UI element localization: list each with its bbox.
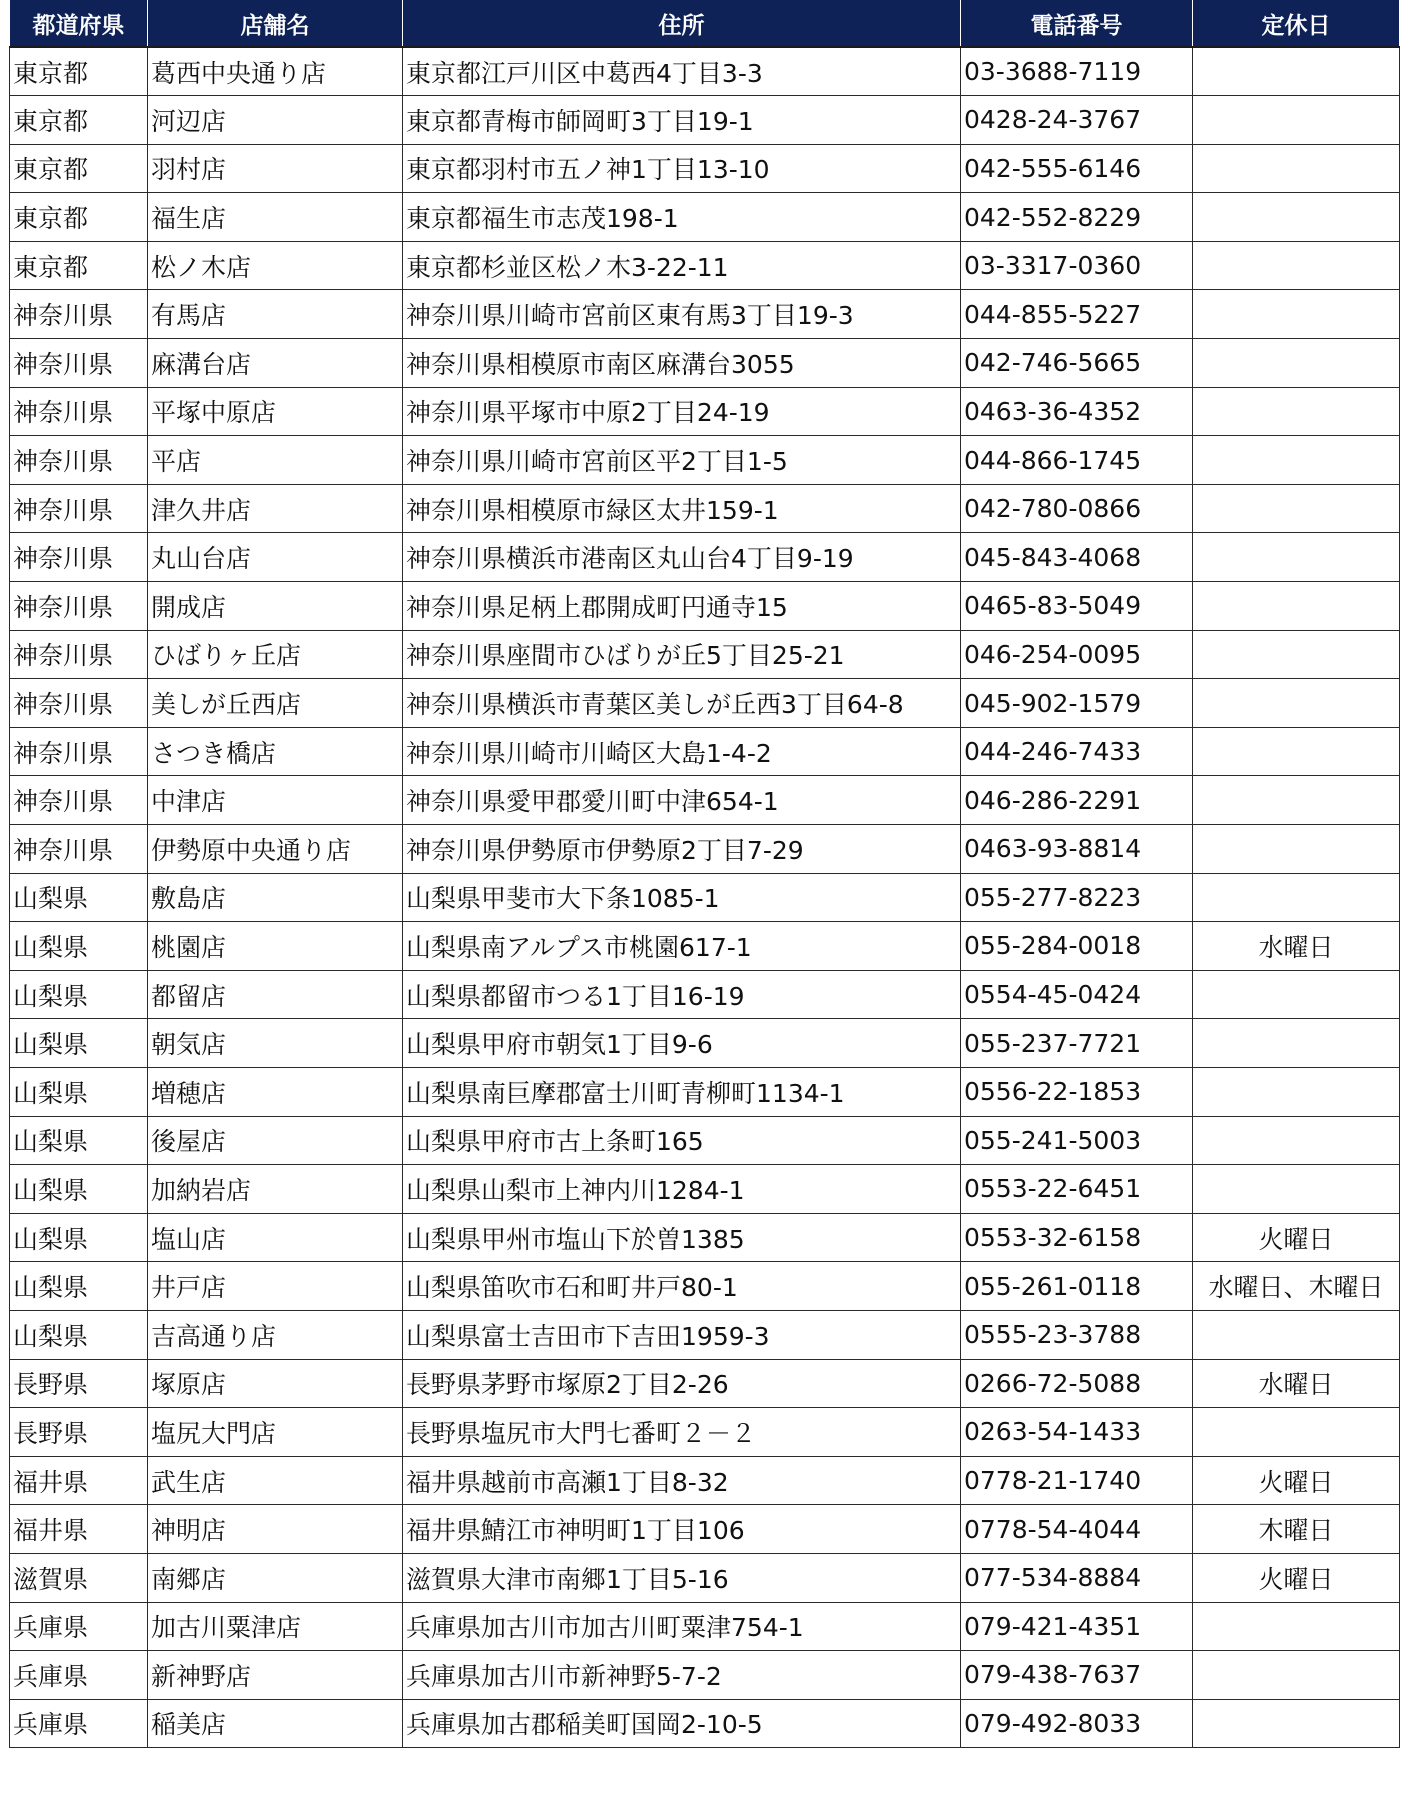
- cell-address: 長野県茅野市塚原2丁目2-26: [403, 1359, 961, 1408]
- cell-holiday: [1193, 1116, 1400, 1165]
- table-row: [10, 1165, 1400, 1214]
- cell-prefecture: 神奈川県: [10, 630, 148, 679]
- cell-phone: 0778-21-1740: [961, 1456, 1193, 1505]
- cell-holiday: [1193, 679, 1400, 728]
- cell-prefecture: 山梨県: [10, 1262, 148, 1311]
- cell-prefecture: 神奈川県: [10, 290, 148, 339]
- cell-store-name: 吉高通り店: [148, 1310, 403, 1359]
- cell-store-name: 麻溝台店: [148, 339, 403, 388]
- cell-holiday: [1193, 533, 1400, 582]
- cell-store-name: 葛西中央通り店: [148, 47, 403, 96]
- table-row: [10, 776, 1400, 825]
- cell-phone: 055-284-0018: [961, 922, 1193, 971]
- table-row: [10, 1359, 1400, 1408]
- cell-store-name: 井戸店: [148, 1262, 403, 1311]
- cell-store-name: 平店: [148, 436, 403, 485]
- cell-address: 山梨県甲斐市大下条1085-1: [403, 873, 961, 922]
- cell-store-name: 加納岩店: [148, 1165, 403, 1214]
- cell-store-name: 河辺店: [148, 96, 403, 145]
- cell-store-name: 朝気店: [148, 1019, 403, 1068]
- cell-phone: 077-534-8884: [961, 1553, 1193, 1602]
- cell-holiday: [1193, 727, 1400, 776]
- table-row: [10, 1310, 1400, 1359]
- cell-address: 神奈川県愛甲郡愛川町中津654-1: [403, 776, 961, 825]
- table-row: [10, 873, 1400, 922]
- cell-store-name: 開成店: [148, 582, 403, 631]
- cell-address: 神奈川県相模原市緑区太井159-1: [403, 484, 961, 533]
- cell-store-name: 新神野店: [148, 1651, 403, 1700]
- cell-phone: 0556-22-1853: [961, 1067, 1193, 1116]
- cell-holiday: [1193, 582, 1400, 631]
- store-list-table: [9, 0, 1400, 1748]
- cell-phone: 044-866-1745: [961, 436, 1193, 485]
- table-row: [10, 727, 1400, 776]
- cell-store-name: 桃園店: [148, 922, 403, 971]
- cell-address: 東京都杉並区松ノ木3-22-11: [403, 241, 961, 290]
- cell-prefecture: 山梨県: [10, 1019, 148, 1068]
- cell-address: 兵庫県加古川市加古川町粟津754-1: [403, 1602, 961, 1651]
- cell-phone: 042-780-0866: [961, 484, 1193, 533]
- cell-holiday: [1193, 1651, 1400, 1700]
- cell-holiday: [1193, 1602, 1400, 1651]
- cell-phone: 044-246-7433: [961, 727, 1193, 776]
- cell-address: 東京都江戸川区中葛西4丁目3-3: [403, 47, 961, 96]
- cell-address: 神奈川県川崎市宮前区東有馬3丁目19-3: [403, 290, 961, 339]
- cell-store-name: 伊勢原中央通り店: [148, 825, 403, 874]
- cell-holiday: [1193, 193, 1400, 242]
- cell-address: 東京都羽村市五ノ神1丁目13-10: [403, 144, 961, 193]
- header-holiday: 定休日: [1193, 0, 1400, 47]
- cell-prefecture: 神奈川県: [10, 727, 148, 776]
- table-body: [10, 47, 1400, 1748]
- cell-holiday: [1193, 290, 1400, 339]
- table-row: [10, 1553, 1400, 1602]
- table-row: [10, 679, 1400, 728]
- cell-prefecture: 東京都: [10, 47, 148, 96]
- cell-phone: 0778-54-4044: [961, 1505, 1193, 1554]
- cell-address: 神奈川県相模原市南区麻溝台3055: [403, 339, 961, 388]
- cell-address: 神奈川県伊勢原市伊勢原2丁目7-29: [403, 825, 961, 874]
- cell-address: 山梨県南巨摩郡富士川町青柳町1134-1: [403, 1067, 961, 1116]
- cell-holiday: 水曜日、木曜日: [1193, 1262, 1400, 1311]
- cell-store-name: 塩山店: [148, 1213, 403, 1262]
- cell-prefecture: 山梨県: [10, 970, 148, 1019]
- cell-store-name: 丸山台店: [148, 533, 403, 582]
- cell-phone: 055-277-8223: [961, 873, 1193, 922]
- cell-prefecture: 滋賀県: [10, 1553, 148, 1602]
- table-row: [10, 339, 1400, 388]
- cell-holiday: 木曜日: [1193, 1505, 1400, 1554]
- header-row: [10, 0, 1400, 47]
- cell-holiday: [1193, 241, 1400, 290]
- table-row: [10, 1456, 1400, 1505]
- cell-address: 山梨県甲州市塩山下於曽1385: [403, 1213, 961, 1262]
- cell-holiday: [1193, 630, 1400, 679]
- cell-prefecture: 神奈川県: [10, 776, 148, 825]
- cell-prefecture: 兵庫県: [10, 1699, 148, 1748]
- cell-address: 神奈川県座間市ひばりが丘5丁目25-21: [403, 630, 961, 679]
- cell-address: 東京都福生市志茂198-1: [403, 193, 961, 242]
- cell-holiday: [1193, 1067, 1400, 1116]
- cell-holiday: [1193, 776, 1400, 825]
- cell-prefecture: 神奈川県: [10, 679, 148, 728]
- cell-store-name: 都留店: [148, 970, 403, 1019]
- cell-address: 山梨県甲府市古上条町165: [403, 1116, 961, 1165]
- cell-address: 山梨県都留市つる1丁目16-19: [403, 970, 961, 1019]
- cell-prefecture: 神奈川県: [10, 436, 148, 485]
- table-row: [10, 922, 1400, 971]
- table-row: [10, 96, 1400, 145]
- cell-holiday: 火曜日: [1193, 1456, 1400, 1505]
- cell-prefecture: 山梨県: [10, 1213, 148, 1262]
- header-prefecture: 都道府県: [10, 0, 148, 47]
- cell-prefecture: 神奈川県: [10, 387, 148, 436]
- cell-holiday: [1193, 873, 1400, 922]
- cell-phone: 046-286-2291: [961, 776, 1193, 825]
- table-row: [10, 1651, 1400, 1700]
- cell-store-name: 塚原店: [148, 1359, 403, 1408]
- cell-prefecture: 長野県: [10, 1359, 148, 1408]
- cell-store-name: 塩尻大門店: [148, 1408, 403, 1457]
- cell-holiday: [1193, 1165, 1400, 1214]
- cell-phone: 079-438-7637: [961, 1651, 1193, 1700]
- cell-store-name: 南郷店: [148, 1553, 403, 1602]
- table-row: [10, 970, 1400, 1019]
- cell-phone: 079-492-8033: [961, 1699, 1193, 1748]
- cell-phone: 055-237-7721: [961, 1019, 1193, 1068]
- cell-prefecture: 福井県: [10, 1505, 148, 1554]
- cell-prefecture: 東京都: [10, 241, 148, 290]
- cell-phone: 0554-45-0424: [961, 970, 1193, 1019]
- cell-phone: 045-843-4068: [961, 533, 1193, 582]
- table-row: [10, 582, 1400, 631]
- cell-store-name: 美しが丘西店: [148, 679, 403, 728]
- cell-store-name: 武生店: [148, 1456, 403, 1505]
- table-row: [10, 144, 1400, 193]
- cell-store-name: 増穂店: [148, 1067, 403, 1116]
- cell-prefecture: 神奈川県: [10, 825, 148, 874]
- table-row: [10, 484, 1400, 533]
- cell-holiday: [1193, 47, 1400, 96]
- cell-prefecture: 東京都: [10, 144, 148, 193]
- cell-holiday: 水曜日: [1193, 1359, 1400, 1408]
- cell-prefecture: 神奈川県: [10, 339, 148, 388]
- cell-phone: 079-421-4351: [961, 1602, 1193, 1651]
- cell-phone: 0263-54-1433: [961, 1408, 1193, 1457]
- cell-phone: 042-746-5665: [961, 339, 1193, 388]
- cell-holiday: [1193, 339, 1400, 388]
- cell-prefecture: 福井県: [10, 1456, 148, 1505]
- table-row: [10, 1505, 1400, 1554]
- cell-prefecture: 兵庫県: [10, 1602, 148, 1651]
- cell-address: 福井県鯖江市神明町1丁目106: [403, 1505, 961, 1554]
- cell-phone: 046-254-0095: [961, 630, 1193, 679]
- table-row: [10, 290, 1400, 339]
- cell-holiday: [1193, 1408, 1400, 1457]
- cell-phone: 03-3688-7119: [961, 47, 1193, 96]
- cell-holiday: 火曜日: [1193, 1213, 1400, 1262]
- cell-phone: 045-902-1579: [961, 679, 1193, 728]
- cell-prefecture: 山梨県: [10, 1165, 148, 1214]
- cell-address: 神奈川県足柄上郡開成町円通寺15: [403, 582, 961, 631]
- cell-phone: 055-261-0118: [961, 1262, 1193, 1311]
- cell-store-name: 平塚中原店: [148, 387, 403, 436]
- cell-prefecture: 兵庫県: [10, 1651, 148, 1700]
- cell-store-name: 松ノ木店: [148, 241, 403, 290]
- cell-address: 神奈川県川崎市川崎区大島1-4-2: [403, 727, 961, 776]
- table-row: [10, 193, 1400, 242]
- cell-store-name: 後屋店: [148, 1116, 403, 1165]
- cell-holiday: 火曜日: [1193, 1553, 1400, 1602]
- table-row: [10, 47, 1400, 96]
- table-row: [10, 1262, 1400, 1311]
- cell-store-name: 中津店: [148, 776, 403, 825]
- table-row: [10, 1699, 1400, 1748]
- cell-prefecture: 神奈川県: [10, 533, 148, 582]
- cell-phone: 0465-83-5049: [961, 582, 1193, 631]
- table-row: [10, 387, 1400, 436]
- cell-address: 福井県越前市高瀬1丁目8-32: [403, 1456, 961, 1505]
- cell-phone: 0266-72-5088: [961, 1359, 1193, 1408]
- cell-phone: 0428-24-3767: [961, 96, 1193, 145]
- cell-holiday: [1193, 484, 1400, 533]
- table-row: [10, 1602, 1400, 1651]
- cell-phone: 0555-23-3788: [961, 1310, 1193, 1359]
- cell-address: 神奈川県横浜市港南区丸山台4丁目9-19: [403, 533, 961, 582]
- cell-phone: 0463-36-4352: [961, 387, 1193, 436]
- cell-store-name: 加古川粟津店: [148, 1602, 403, 1651]
- cell-phone: 044-855-5227: [961, 290, 1193, 339]
- cell-holiday: [1193, 436, 1400, 485]
- header-phone: 電話番号: [961, 0, 1193, 47]
- cell-prefecture: 神奈川県: [10, 582, 148, 631]
- cell-prefecture: 山梨県: [10, 922, 148, 971]
- table-row: [10, 241, 1400, 290]
- cell-holiday: [1193, 970, 1400, 1019]
- cell-address: 山梨県甲府市朝気1丁目9-6: [403, 1019, 961, 1068]
- cell-phone: 042-552-8229: [961, 193, 1193, 242]
- cell-address: 山梨県山梨市上神内川1284-1: [403, 1165, 961, 1214]
- cell-store-name: 福生店: [148, 193, 403, 242]
- cell-prefecture: 山梨県: [10, 1310, 148, 1359]
- table-row: [10, 1116, 1400, 1165]
- cell-holiday: [1193, 1019, 1400, 1068]
- cell-address: 東京都青梅市師岡町3丁目19-1: [403, 96, 961, 145]
- cell-holiday: [1193, 144, 1400, 193]
- cell-holiday: [1193, 96, 1400, 145]
- cell-store-name: 有馬店: [148, 290, 403, 339]
- cell-store-name: ひばりヶ丘店: [148, 630, 403, 679]
- cell-phone: 03-3317-0360: [961, 241, 1193, 290]
- cell-address: 神奈川県川崎市宮前区平2丁目1-5: [403, 436, 961, 485]
- cell-prefecture: 神奈川県: [10, 484, 148, 533]
- cell-store-name: 稲美店: [148, 1699, 403, 1748]
- table-header: [10, 0, 1400, 47]
- cell-address: 滋賀県大津市南郷1丁目5-16: [403, 1553, 961, 1602]
- cell-holiday: [1193, 1699, 1400, 1748]
- cell-store-name: 神明店: [148, 1505, 403, 1554]
- table-row: [10, 533, 1400, 582]
- cell-store-name: さつき橋店: [148, 727, 403, 776]
- cell-store-name: 羽村店: [148, 144, 403, 193]
- cell-address: 神奈川県横浜市青葉区美しが丘西3丁目64-8: [403, 679, 961, 728]
- cell-address: 長野県塩尻市大門七番町２－２: [403, 1408, 961, 1457]
- table-row: [10, 1408, 1400, 1457]
- cell-address: 神奈川県平塚市中原2丁目24-19: [403, 387, 961, 436]
- cell-holiday: 水曜日: [1193, 922, 1400, 971]
- cell-phone: 0553-22-6451: [961, 1165, 1193, 1214]
- header-address: 住所: [403, 0, 961, 47]
- cell-store-name: 津久井店: [148, 484, 403, 533]
- cell-holiday: [1193, 825, 1400, 874]
- cell-phone: 042-555-6146: [961, 144, 1193, 193]
- cell-address: 兵庫県加古川市新神野5-7-2: [403, 1651, 961, 1700]
- table-row: [10, 1213, 1400, 1262]
- table-row: [10, 436, 1400, 485]
- table-row: [10, 1019, 1400, 1068]
- cell-phone: 0463-93-8814: [961, 825, 1193, 874]
- header-store-name: 店舗名: [148, 0, 403, 47]
- cell-phone: 0553-32-6158: [961, 1213, 1193, 1262]
- cell-prefecture: 東京都: [10, 193, 148, 242]
- cell-prefecture: 山梨県: [10, 873, 148, 922]
- cell-prefecture: 東京都: [10, 96, 148, 145]
- cell-phone: 055-241-5003: [961, 1116, 1193, 1165]
- table-row: [10, 630, 1400, 679]
- table-row: [10, 825, 1400, 874]
- cell-address: 山梨県南アルプス市桃園617-1: [403, 922, 961, 971]
- cell-address: 山梨県富士吉田市下吉田1959-3: [403, 1310, 961, 1359]
- table-row: [10, 1067, 1400, 1116]
- cell-store-name: 敷島店: [148, 873, 403, 922]
- cell-prefecture: 山梨県: [10, 1067, 148, 1116]
- cell-holiday: [1193, 387, 1400, 436]
- cell-address: 山梨県笛吹市石和町井戸80-1: [403, 1262, 961, 1311]
- cell-prefecture: 長野県: [10, 1408, 148, 1457]
- cell-prefecture: 山梨県: [10, 1116, 148, 1165]
- cell-holiday: [1193, 1310, 1400, 1359]
- cell-address: 兵庫県加古郡稲美町国岡2-10-5: [403, 1699, 961, 1748]
